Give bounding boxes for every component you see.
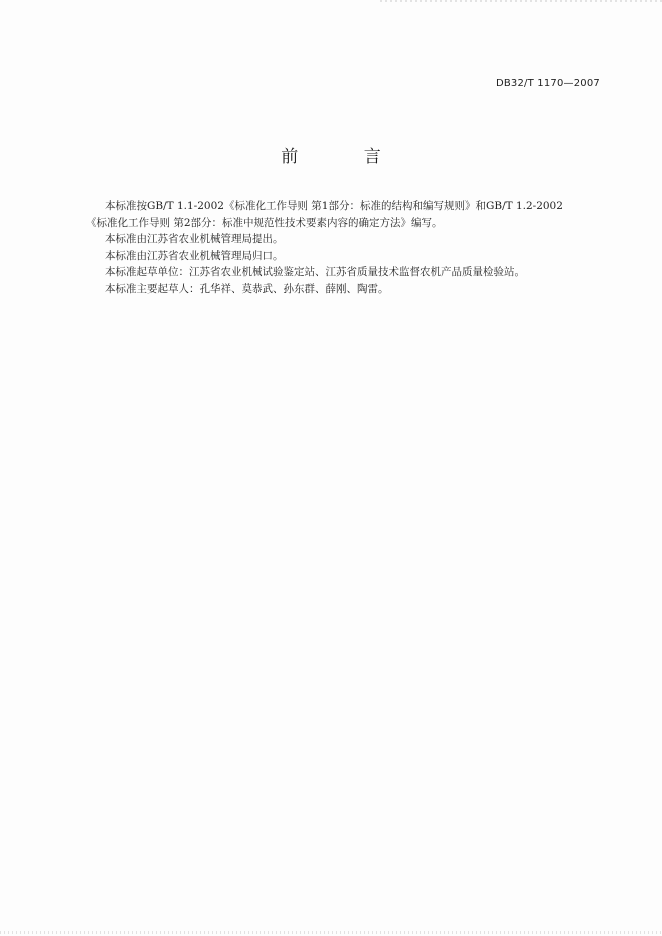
paragraph-managed-by: 本标准由江苏省农业机械管理局归口。 [105, 249, 284, 262]
paragraph-drafting-units: 本标准起草单位：江苏省农业机械试验鉴定站、江苏省质量技术监督农机产品质量检验站。 [105, 266, 525, 278]
paragraph-drafting-rules-line1: 本标准按GB/T 1.1-2002《标准化工作导则 第1部分：标准的结构和编写规则》和GB/T 1.2-2002 [105, 200, 563, 212]
scan-edge-top [380, 0, 662, 2]
paragraph-drafting-rules-line2: 《标准化工作导则 第2部分：标准中规范性技术要素内容的确定方法》编写。 [86, 216, 443, 229]
foreword-body [86, 198, 602, 297]
page-title: 前 言 [281, 147, 411, 167]
scan-edge-bottom [0, 931, 662, 934]
paragraph-drafters: 本标准主要起草人：孔华祥、莫恭武、孙东群、薛刚、陶雷。 [105, 282, 389, 295]
paragraph-proposed-by: 本标准由江苏省农业机械管理局提出。 [105, 233, 284, 245]
standard-code: DB32/T 1170—2007 [495, 78, 600, 89]
